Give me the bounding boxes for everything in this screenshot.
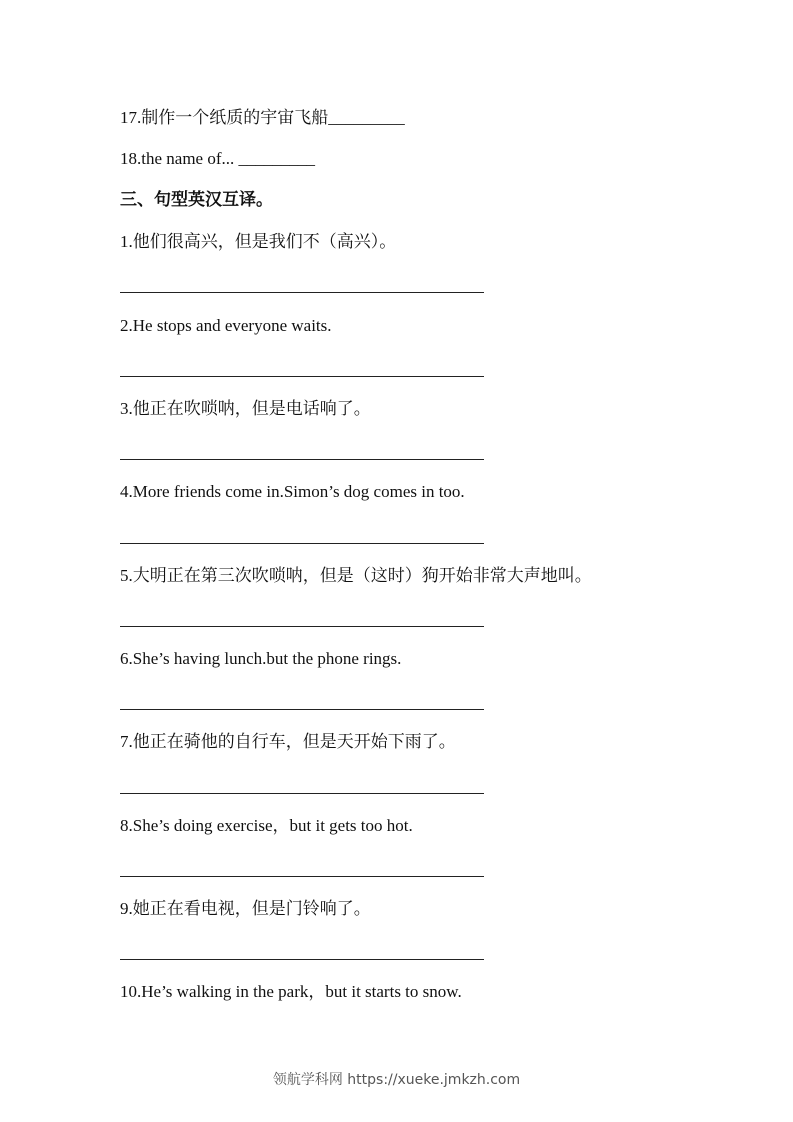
question-6: 6.She’s having lunch.but the phone rings. — [120, 649, 402, 668]
question-8: 8.She’s doing exercise，but it gets too hot. — [120, 816, 413, 835]
question-5: 5.大明正在第三次吹唢呐，但是（这时）狗开始非常大声地叫。 — [120, 566, 592, 585]
footer-watermark: 领航学科网 https://xueke.jmkzh.com — [272, 1072, 521, 1088]
section-heading: 三、句型英汉互译。 — [120, 190, 273, 209]
answer-line-7[interactable] — [120, 793, 484, 794]
question-1: 1.他们很高兴，但是我们不（高兴）。 — [120, 232, 397, 251]
question-4: 4.More friends come in.Simon’s dog comes in too. — [120, 482, 465, 501]
question-10: 10.He’s walking in the park，but it starts to snow. — [120, 982, 462, 1001]
answer-line-8[interactable] — [120, 876, 484, 877]
answer-line-9[interactable] — [120, 959, 484, 960]
answer-line-5[interactable] — [120, 626, 484, 627]
question-7: 7.他正在骑他的自行车，但是天开始下雨了。 — [120, 732, 456, 751]
answer-line-1[interactable] — [120, 292, 484, 293]
item-17: 17.制作一个纸质的宇宙飞船_________ — [120, 108, 405, 127]
answer-line-4[interactable] — [120, 543, 484, 544]
answer-line-3[interactable] — [120, 459, 484, 460]
question-9: 9.她正在看电视，但是门铃响了。 — [120, 899, 371, 918]
answer-line-6[interactable] — [120, 709, 484, 710]
question-3: 3.他正在吹唢呐，但是电话响了。 — [120, 399, 371, 418]
question-2: 2.He stops and everyone waits. — [120, 316, 332, 335]
item-18: 18.the name of... _________ — [120, 149, 315, 168]
answer-line-2[interactable] — [120, 376, 484, 377]
